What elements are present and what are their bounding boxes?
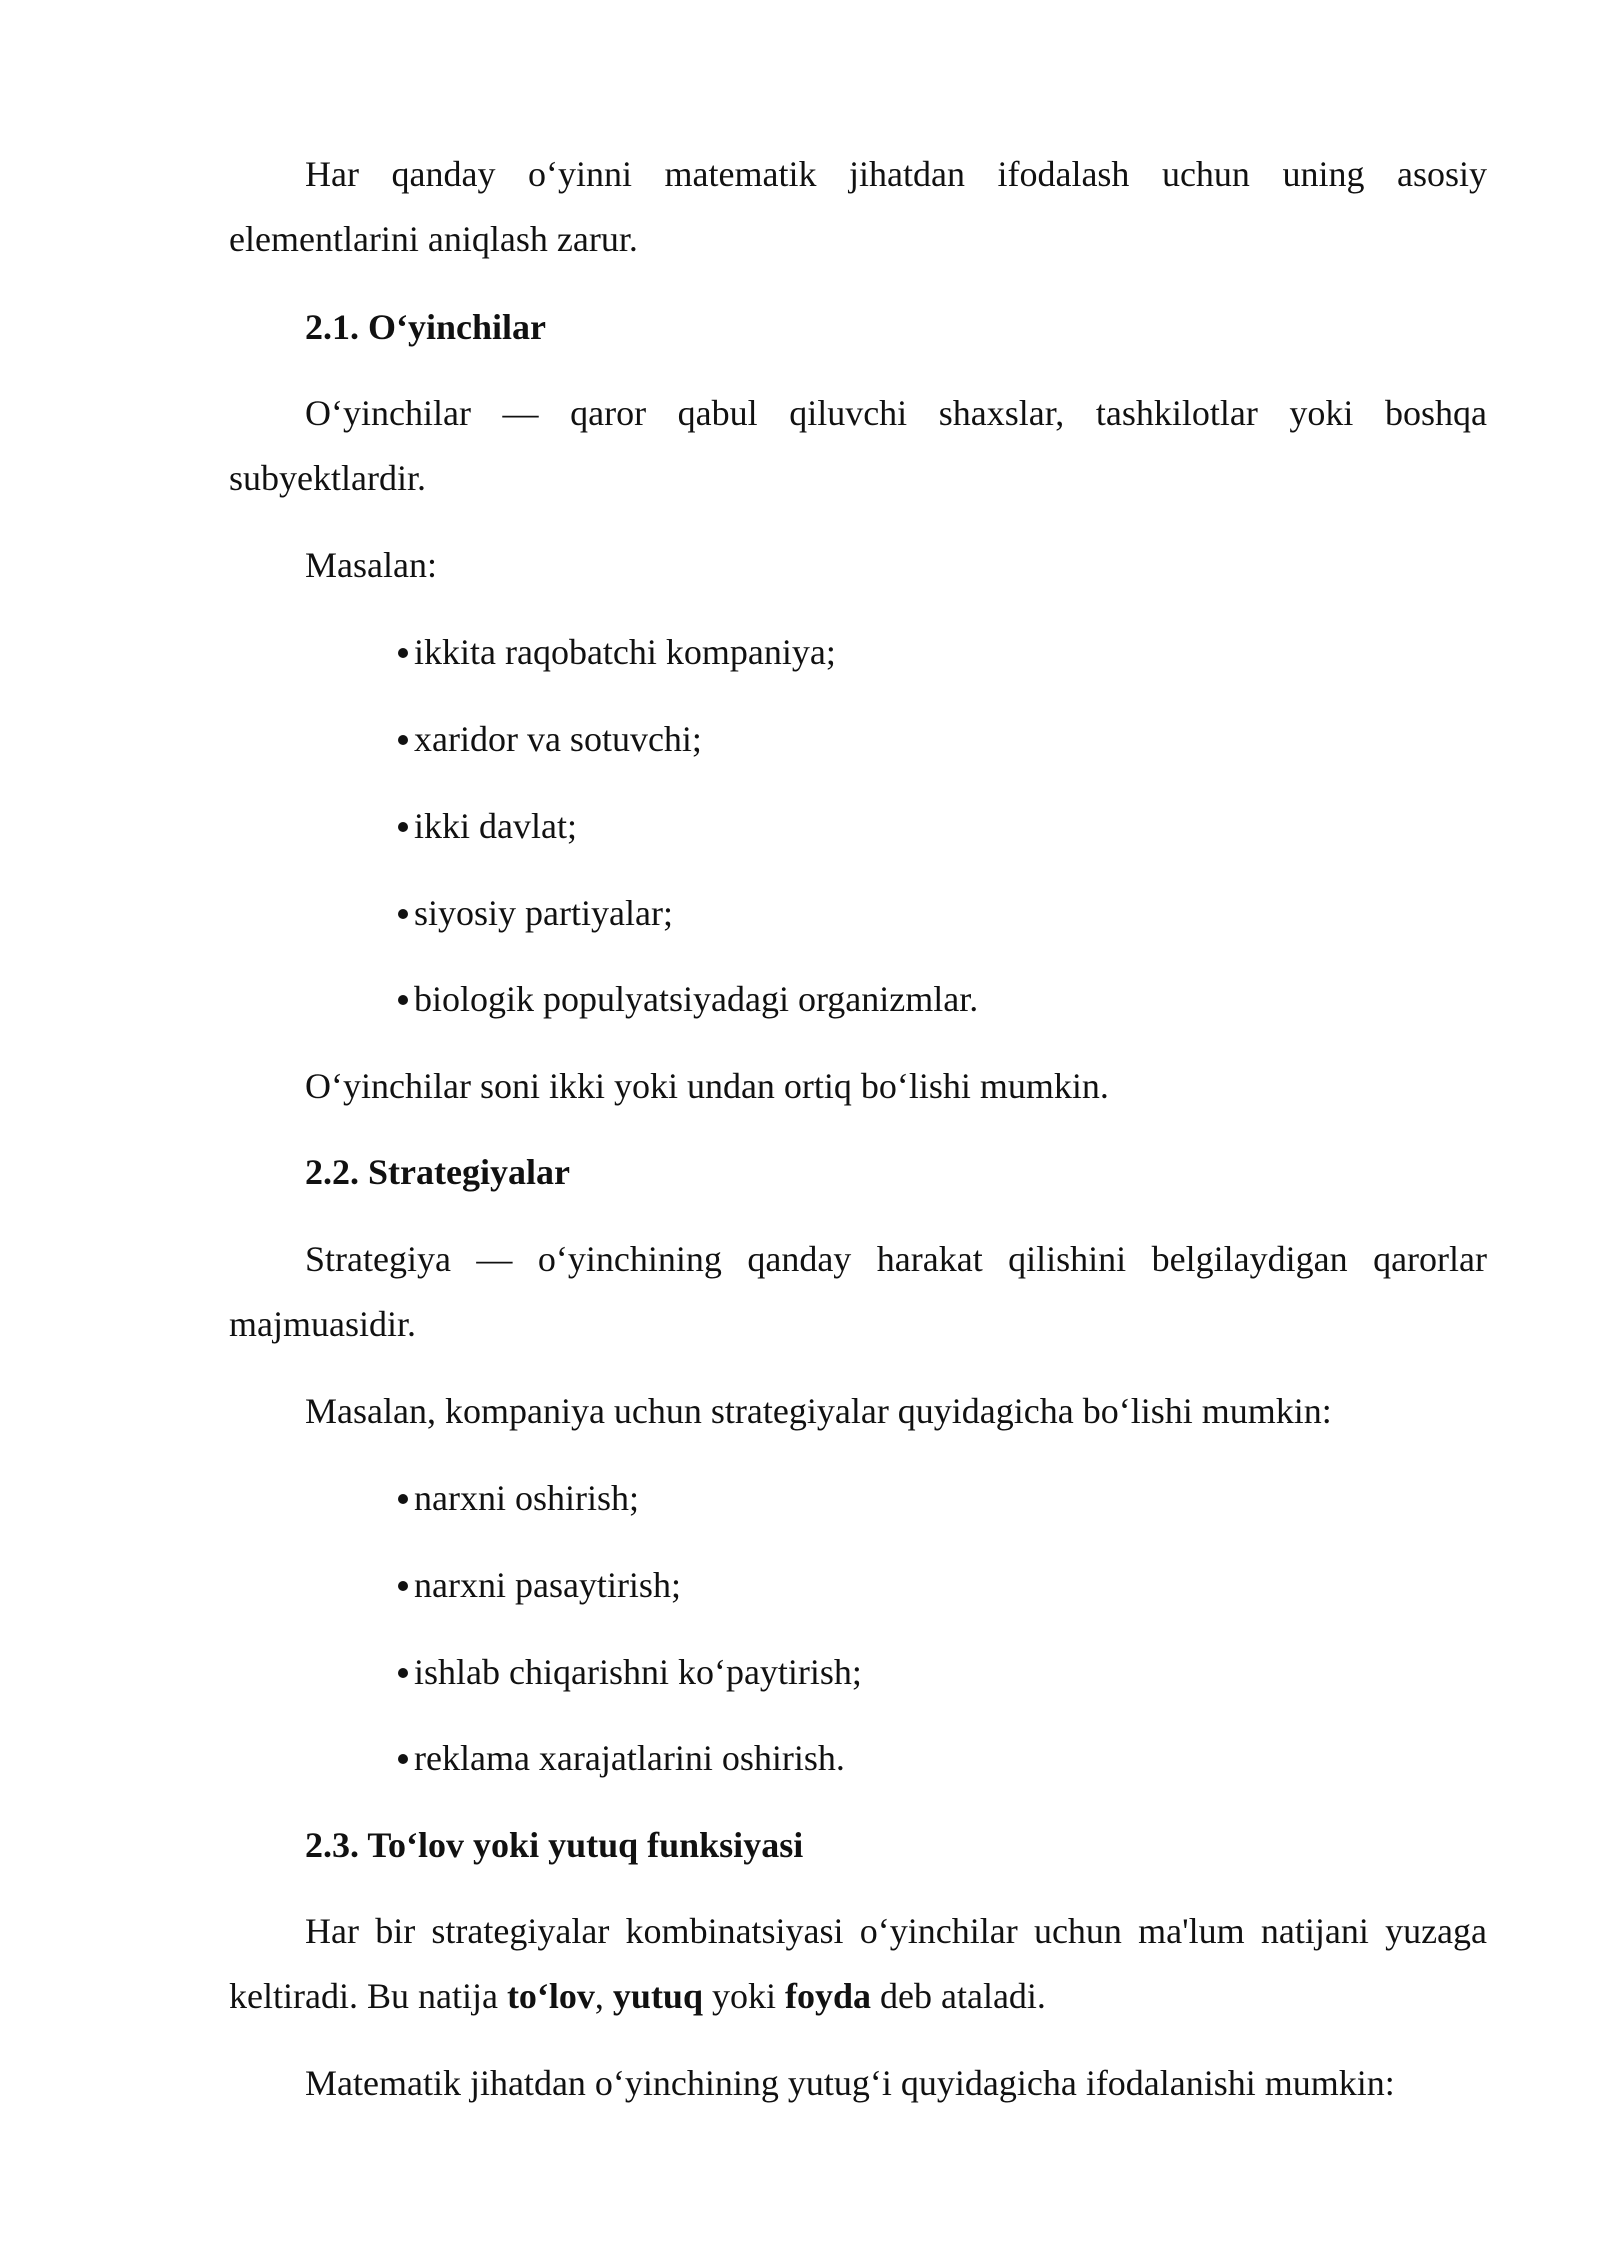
bullet-icon (398, 648, 408, 658)
strategy-definition-paragraph: Strategiya — o‘yinchining qanday harakat qilishini belgilaydigan qarorlar majmuasidir. (229, 1239, 1487, 1344)
payoff-formula-intro: Matematik jihatdan o‘yinchining yutug‘i quyidagicha ifodalanishi mumkin: (305, 2063, 1395, 2103)
list-item (398, 1553, 681, 1618)
term-gain: yutuq (612, 1976, 703, 2016)
players-example-label: Masalan: (305, 545, 437, 585)
payoff-paragraph (229, 1899, 1487, 2029)
list-item (398, 794, 577, 859)
list-item-text: ikki davlat; (414, 806, 577, 846)
payoff-text-end: deb ataladi. (871, 1976, 1046, 2016)
bullet-icon (398, 995, 408, 1005)
list-item-text: siyosiy partiyalar; (414, 893, 673, 933)
section-heading-payoff: 2.3. To‘lov yoki yutuq funksiyasi (305, 1825, 804, 1865)
list-item-text: xaridor va sotuvchi; (414, 719, 702, 759)
list-item-text: ishlab chiqarishni ko‘paytirish; (414, 1652, 862, 1692)
bullet-icon (398, 909, 408, 919)
bullet-icon (398, 735, 408, 745)
bullet-icon (398, 1668, 408, 1678)
list-item-text: ikkita raqobatchi kompaniya; (414, 632, 836, 672)
intro-paragraph: Har qanday o‘yinni matematik jihatdan ifodalash uchun uning asosiy elementlarini aniqlash zarur. (229, 154, 1487, 259)
bullet-icon (398, 1581, 408, 1591)
section-heading-strategies: 2.2. Strategiyalar (305, 1152, 570, 1192)
bullet-icon (398, 1754, 408, 1764)
separator-comma: , (594, 1976, 613, 2016)
list-item (398, 1640, 862, 1705)
term-payment: to‘lov (506, 1976, 595, 2016)
separator-or: yoki (702, 1976, 785, 2016)
list-item-text: biologik populyatsiyadagi organizmlar. (414, 979, 979, 1019)
strategy-example-label: Masalan, kompaniya uchun strategiyalar quyidagicha bo‘lishi mumkin: (305, 1391, 1332, 1431)
list-item (398, 967, 978, 1032)
bullet-icon (398, 822, 408, 832)
list-item (398, 881, 673, 946)
list-item (398, 1466, 639, 1531)
players-definition-paragraph: O‘yinchilar — qaror qabul qiluvchi shaxslar, tashkilotlar yoki boshqa subyektlardir. (229, 393, 1487, 498)
list-item (398, 620, 836, 685)
payoff-text-start: Har bir strategiyalar kombinatsiyasi o‘yinchilar uchun ma'lum natijani yuzaga keltiradi. Bu natija (229, 1911, 1487, 2016)
list-item (398, 707, 702, 772)
list-item-text: reklama xarajatlarini oshirish. (414, 1738, 845, 1778)
bullet-icon (398, 1494, 408, 1504)
list-item (398, 1726, 845, 1791)
list-item-text: narxni pasaytirish; (414, 1565, 681, 1605)
section-heading-players: 2.1. O‘yinchilar (305, 307, 546, 347)
term-profit: foyda (785, 1976, 872, 2016)
list-item-text: narxni oshirish; (414, 1478, 639, 1518)
players-count-note: O‘yinchilar soni ikki yoki undan ortiq bo‘lishi mumkin. (305, 1066, 1109, 1106)
